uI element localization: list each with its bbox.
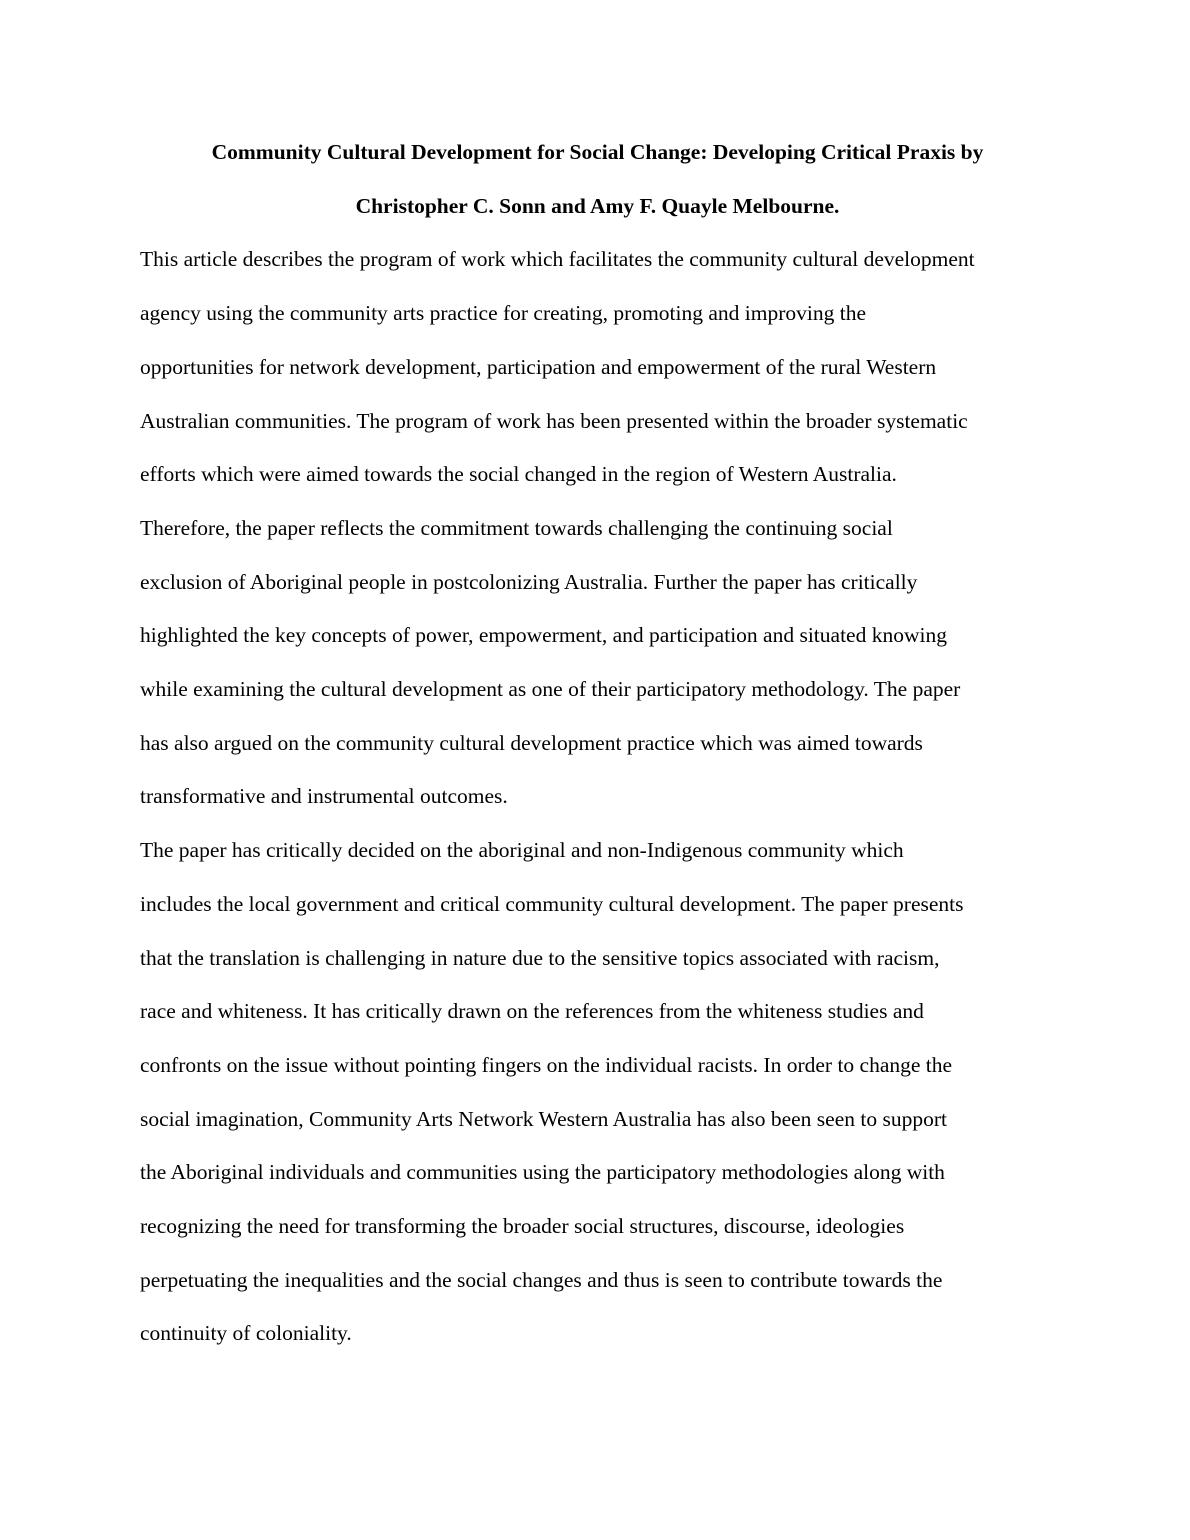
paragraph-line: opportunities for network development, participation and empowerment of the rural Western — [140, 354, 937, 379]
paragraph-line: confronts on the issue without pointing fingers on the individual racists. In order to change the — [140, 1052, 953, 1077]
title-line-1: Community Cultural Development for Social Change: Developing Critical Praxis by — [211, 140, 984, 164]
paragraph-line: the Aboriginal individuals and communities using the participatory methodologies along with — [140, 1160, 945, 1185]
paragraph-2 — [140, 824, 1055, 1361]
paragraph-line: transformative and instrumental outcomes. — [140, 784, 508, 809]
paragraph-line: efforts which were aimed towards the social changed in the region of Western Australia. — [140, 462, 897, 487]
paragraph-line: that the translation is challenging in nature due to the sensitive topics associated with racism, — [140, 945, 940, 970]
paragraph-line: Therefore, the paper reflects the commitment towards challenging the continuing social — [140, 515, 893, 540]
title-line-2: Christopher C. Sonn and Amy F. Quayle Melbourne. — [355, 193, 840, 218]
paragraph-line: The paper has critically decided on the aboriginal and non-Indigenous community which — [140, 838, 904, 863]
paragraph-line: recognizing the need for transforming the broader social structures, discourse, ideologies — [140, 1214, 905, 1239]
paragraph-line: highlighted the key concepts of power, empowerment, and participation and situated knowing — [140, 623, 947, 648]
document-body — [140, 126, 1055, 1361]
paragraph-line: while examining the cultural development as one of their participatory methodology. The paper — [140, 677, 961, 702]
paragraph-line: This article describes the program of work which facilitates the community cultural development — [140, 247, 975, 272]
paragraph-1 — [140, 233, 1055, 824]
paragraph-line: agency using the community arts practice for creating, promoting and improving the — [140, 301, 867, 326]
paragraph-line: social imagination, Community Arts Network Western Australia has also been seen to support — [140, 1106, 947, 1131]
paragraph-line: continuity of coloniality. — [140, 1321, 352, 1346]
paragraph-line: has also argued on the community cultural development practice which was aimed towards — [140, 730, 923, 755]
document-title — [140, 126, 1055, 233]
paragraph-line: perpetuating the inequalities and the social changes and thus is seen to contribute towards the — [140, 1267, 943, 1292]
paragraph-line: includes the local government and critical community cultural development. The paper presents — [140, 891, 964, 916]
paragraph-line: exclusion of Aboriginal people in postcolonizing Australia. Further the paper has critically — [140, 569, 918, 594]
paragraph-line: race and whiteness. It has critically drawn on the references from the whiteness studies and — [140, 999, 924, 1024]
paragraph-line: Australian communities. The program of work has been presented within the broader systematic — [140, 408, 968, 433]
